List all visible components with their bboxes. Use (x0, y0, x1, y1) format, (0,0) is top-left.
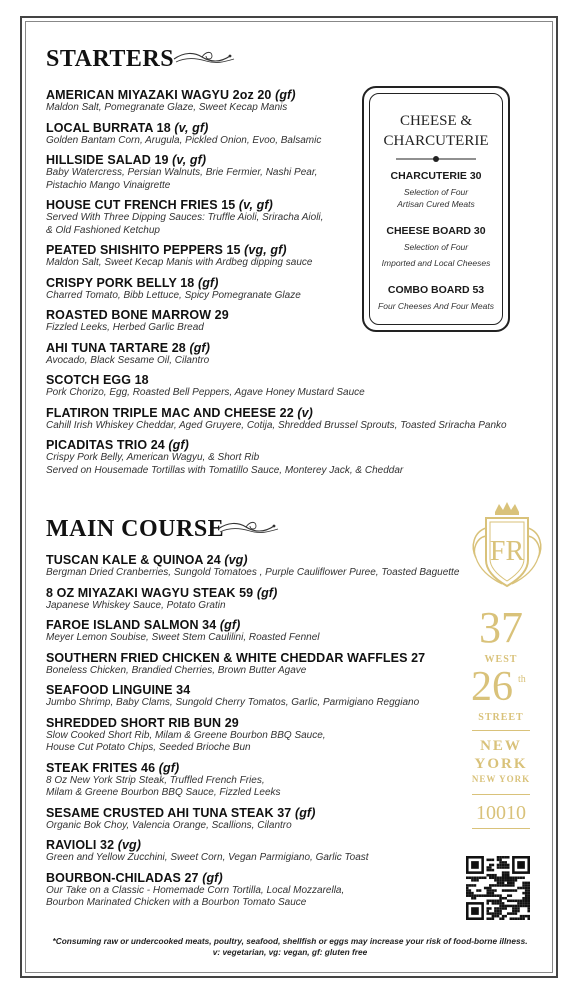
menu-item-title: PEATED SHISHITO PEPPERS 15 (46, 243, 245, 257)
menu-item-description: Jumbo Shrimp, Baby Clams, Sungold Cherry Tomatos, Garlic, Parmigiano Reggiano (46, 697, 420, 708)
main-course-heading: MAIN COURSE (46, 516, 225, 542)
menu-item-title: TUSCAN KALE & QUINOA 24 (46, 553, 225, 567)
menu-item-description: Golden Bantam Corn, Arugula, Pickled Onion, Evoo, Balsamic (46, 134, 322, 146)
dietary-tag: (gf) (202, 870, 223, 885)
combo-board-desc: Four Cheeses And Four Meats (378, 301, 494, 311)
menu-item-title: SOUTHERN FRIED CHICKEN & WHITE CHEDDAR WAFFLES 27 (46, 650, 426, 665)
menu-item (46, 651, 459, 678)
address-state: NEW YORK (471, 774, 531, 784)
menu-item-description: & Old Fashioned Ketchup (46, 224, 160, 236)
dietary-tag: (vg) (224, 553, 248, 567)
address-divider (472, 794, 530, 795)
menu-item-title: SEAFOOD LINGUINE 34 (46, 683, 191, 697)
address-street: STREET (478, 712, 524, 723)
menu-item-title: SHREDDED SHORT RIB BUN 29 (46, 715, 239, 730)
menu-item (46, 438, 507, 477)
menu-item-description: Served on Housemade Tortillas with Tomatillo Sauce, Monterey Jack, & Cheddar (46, 464, 404, 476)
menu-item-description: Maldon Salt, Sweet Kecap Manis with Ardbeg dipping sauce (46, 257, 313, 268)
menu-item-description: Japanese Whiskey Sauce, Potato Gratin (46, 599, 226, 611)
menu-item-title: FAROE ISLAND SALMON 34 (46, 618, 220, 632)
menu-item-title: STEAK FRITES 46 (46, 760, 159, 775)
address-street-number: 26 (471, 664, 513, 710)
menu-item-description: 8 Oz New York Strip Steak, Truffled French Fries, (46, 774, 265, 786)
menu-item-title: HILLSIDE SALAD 19 (46, 153, 173, 167)
dietary-tag: (gf) (219, 618, 241, 632)
menu-item-name (46, 871, 459, 885)
menu-item-name (46, 406, 507, 420)
menu-item-description: Boneless Chicken, Brandied Cherries, Brown Butter Agave (46, 664, 307, 676)
dietary-tag: (gf) (158, 760, 180, 775)
dietary-tag: (v, gf) (172, 153, 207, 167)
flourish-icon (216, 518, 280, 540)
address-west: WEST (484, 654, 518, 665)
menu-item-title: HOUSE CUT FRENCH FRIES 15 (46, 198, 239, 212)
menu-item-title: SESAME CRUSTED AHI TUNA STEAK 37 (46, 805, 295, 820)
menu-item-name (46, 806, 459, 820)
restaurant-crest-logo (462, 498, 552, 598)
combo-board-item: COMBO BOARD 53 (387, 284, 485, 296)
menu-item-description: Charred Tomato, Bibb Lettuce, Spicy Pomegranate Glaze (46, 289, 301, 301)
dietary-tag: (gf) (168, 438, 189, 452)
menu-item-description: Our Take on a Classic - Homemade Corn Tortilla, Local Mozzarella, (46, 884, 345, 896)
menu-item-name (46, 683, 459, 697)
menu-item-title: ROASTED BONE MARROW 29 (46, 308, 229, 322)
menu-item-description: Fizzled Leeks, Herbed Garlic Bread (46, 322, 204, 333)
dietary-tag: (gf) (256, 585, 278, 600)
menu-item (46, 406, 507, 433)
address-city-line2: YORK (474, 756, 528, 772)
dietary-tag: (vg, gf) (244, 243, 287, 257)
cheese-board-item: CHEESE BOARD 30 (386, 225, 486, 237)
logo-monogram: FR (489, 536, 525, 567)
qr-code[interactable] (466, 856, 530, 920)
address-suffix: th (518, 674, 526, 685)
cheese-charcuterie-box (362, 86, 510, 332)
address-zip: 10010 (476, 802, 526, 824)
menu-item-description: Bergman Dried Cranberries, Sungold Tomatoes , Purple Cauliflower Puree, Toasted Baguette (46, 567, 460, 578)
menu-item-description: Served With Three Dipping Sauces: Truffle Aioli, Sriracha Aioli, (46, 212, 324, 223)
charcuterie-desc-1: Selection of Four (403, 187, 469, 197)
menu-item (46, 838, 459, 865)
menu-item-description: Bourbon Marinated Chicken with a Bourbon Tomato Sauce (46, 897, 307, 908)
menu-item-title: BOURBON-CHILADAS 27 (46, 870, 203, 885)
dietary-tag: (vg) (117, 838, 142, 852)
menu-item-title: RAVIOLI 32 (46, 838, 118, 852)
menu-item (46, 683, 459, 710)
menu-item-name (46, 553, 459, 567)
menu-item-name (46, 586, 459, 600)
menu-item-description: House Cut Potato Chips, Seeded Brioche Bun (46, 742, 251, 753)
menu-item (46, 716, 459, 755)
menu-item-title: AHI TUNA TARTARE 28 (46, 340, 190, 355)
menu-item (46, 373, 507, 400)
menu-item-description: Milam & Greene Bourbon BBQ Sauce, Fizzled Leeks (46, 787, 281, 798)
address-divider (472, 828, 530, 829)
menu-item-title: CRISPY PORK BELLY 18 (46, 275, 198, 290)
menu-item-name (46, 438, 507, 452)
starters-heading: STARTERS (46, 46, 175, 72)
menu-item-name (46, 341, 507, 355)
menu-item-description: Maldon Salt, Pomegranate Glaze, Sweet Kecap Manis (46, 102, 288, 113)
menu-item (46, 871, 459, 910)
menu-item-description: Slow Cooked Short Rib, Milam & Greene Bourbon BBQ Sauce, (46, 729, 326, 741)
menu-item-description: Baby Watercress, Persian Walnuts, Brie Fermier, Nashi Pear, (46, 167, 318, 178)
menu-item-name (46, 373, 507, 387)
dietary-tag: (gf) (275, 88, 296, 102)
menu-item-description: Pistachio Mango Vinaigrette (46, 179, 171, 191)
menu-item (46, 553, 459, 580)
menu-item-description: Cahill Irish Whiskey Cheddar, Aged Gruyere, Cotija, Shredded Brussel Sprouts, Toasted Sriracha Panko (46, 419, 507, 431)
menu-item (46, 761, 459, 800)
address-city-line1: NEW (480, 738, 522, 754)
menu-item (46, 618, 459, 645)
menu-item-name (46, 761, 459, 775)
main-course-list (46, 553, 459, 916)
menu-item-description: Organic Bok Choy, Valencia Orange, Scallions, Cilantro (46, 819, 292, 831)
charcuterie-item: CHARCUTERIE 30 (390, 170, 482, 182)
menu-item-name (46, 716, 459, 730)
dietary-legend: v: vegetarian, vg: vegan, gf: gluten free (212, 947, 368, 957)
menu-item (46, 341, 507, 368)
menu-item-description: Avocado, Black Sesame Oil, Cilantro (46, 354, 210, 366)
menu-item-name (46, 618, 459, 632)
dietary-tag: (gf) (189, 340, 210, 355)
charcuterie-desc-2: Artisan Cured Meats (397, 199, 475, 209)
cheese-board-desc-2: Imported and Local Cheeses (381, 258, 491, 268)
divider-ornament-icon (394, 154, 478, 164)
menu-item-title: PICADITAS TRIO 24 (46, 438, 169, 452)
cheese-title-line2: CHARCUTERIE (383, 133, 489, 149)
menu-item (46, 806, 459, 833)
dietary-tag: (gf) (197, 275, 219, 290)
menu-item-title: 8 OZ MIYAZAKI WAGYU STEAK 59 (46, 585, 257, 600)
menu-item-title: SCOTCH EGG 18 (46, 373, 149, 387)
menu-item-title: LOCAL BURRATA 18 (46, 120, 175, 135)
address-divider (472, 730, 530, 731)
menu-item-description: Crispy Pork Belly, American Wagyu, & Short Rib (46, 452, 260, 463)
dietary-tag: (gf) (294, 805, 316, 820)
dietary-tag: (v, gf) (174, 120, 209, 135)
dietary-tag: (v) (297, 405, 313, 420)
dietary-tag: (v, gf) (238, 198, 273, 212)
menu-item-description: Meyer Lemon Soubise, Sweet Stem Caulilini, Roasted Fennel (46, 632, 320, 643)
cheese-board-desc-1: Selection of Four (403, 242, 469, 252)
allergy-warning: *Consuming raw or undercooked meats, poultry, seafood, shellfish or eggs may increase your risk of food-borne illness. (52, 936, 528, 946)
menu-item-name (46, 838, 459, 852)
address-number: 37 (479, 603, 523, 652)
menu-item-name (46, 651, 459, 665)
menu-item-title: AMERICAN MIYAZAKI WAGYU 2oz 20 (46, 88, 276, 102)
menu-item-description: Pork Chorizo, Egg, Roasted Bell Peppers, Agave Honey Mustard Sauce (46, 387, 365, 398)
cheese-title-line1: CHEESE & (399, 113, 473, 129)
menu-item (46, 586, 459, 613)
menu-item-description: Green and Yellow Zucchini, Sweet Corn, Vegan Parmigiano, Garlic Toast (46, 852, 369, 863)
menu-item-title: FLATIRON TRIPLE MAC AND CHEESE 22 (46, 405, 298, 420)
flourish-icon (172, 48, 236, 70)
